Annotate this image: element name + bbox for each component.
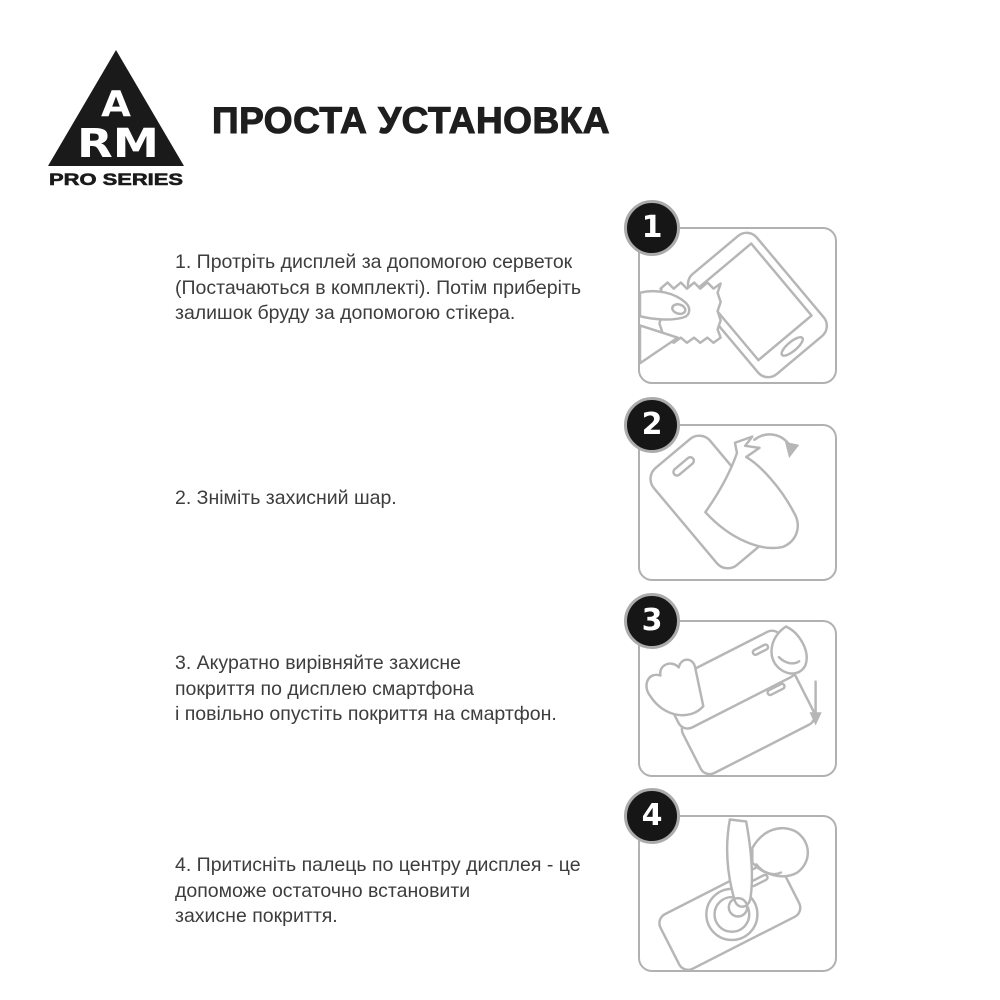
step-number: 1 (641, 209, 663, 245)
step-line: 4. Притисніть палець по центру дисплея - це (175, 854, 581, 876)
step-3-badge (624, 593, 680, 649)
step-2-badge (624, 397, 680, 453)
wipe-display-with-cloth-icon (640, 229, 835, 382)
arm-pro-series-logo-icon (42, 44, 190, 190)
step-3-text (175, 651, 655, 728)
step-line: допоможе остаточно встановити (175, 879, 471, 902)
logo-subtitle: PRO SERIES (49, 170, 183, 189)
press-finger-center-display-icon (640, 817, 835, 970)
step-number: 4 (641, 797, 663, 833)
step-2-text (175, 486, 655, 512)
step-line: 1. Протріть дисплей за допомогою серветок (175, 251, 573, 273)
remove-protective-layer-icon (640, 426, 835, 579)
logo-letter-a: A (101, 84, 132, 125)
step-line: (Постачаються в комплекті). Потім приберіть (175, 276, 582, 299)
step-line: 3. Акуратно вирівняйте захисне (175, 652, 461, 674)
step-4-text (175, 853, 655, 930)
page-title: ПРОСТА УСТАНОВКА (212, 100, 610, 141)
step-line: залишок бруду за допомогою стікера. (175, 302, 516, 324)
step-1-text (175, 250, 655, 327)
step-line: і повільно опустіть покриття на смартфон. (175, 703, 557, 725)
step-line: захисне покриття. (175, 905, 338, 927)
step-line: 2. Зніміть захисний шар. (175, 487, 397, 509)
step-1-badge (624, 200, 680, 256)
step-4-badge (624, 788, 680, 844)
step-number: 2 (641, 406, 663, 442)
step-line: покриття по дисплею смартфона (175, 677, 475, 700)
align-glass-over-smartphone-icon (640, 622, 835, 775)
logo-letters-rm: RM (77, 121, 159, 167)
step-number: 3 (641, 602, 663, 638)
brand-logo (42, 44, 190, 190)
